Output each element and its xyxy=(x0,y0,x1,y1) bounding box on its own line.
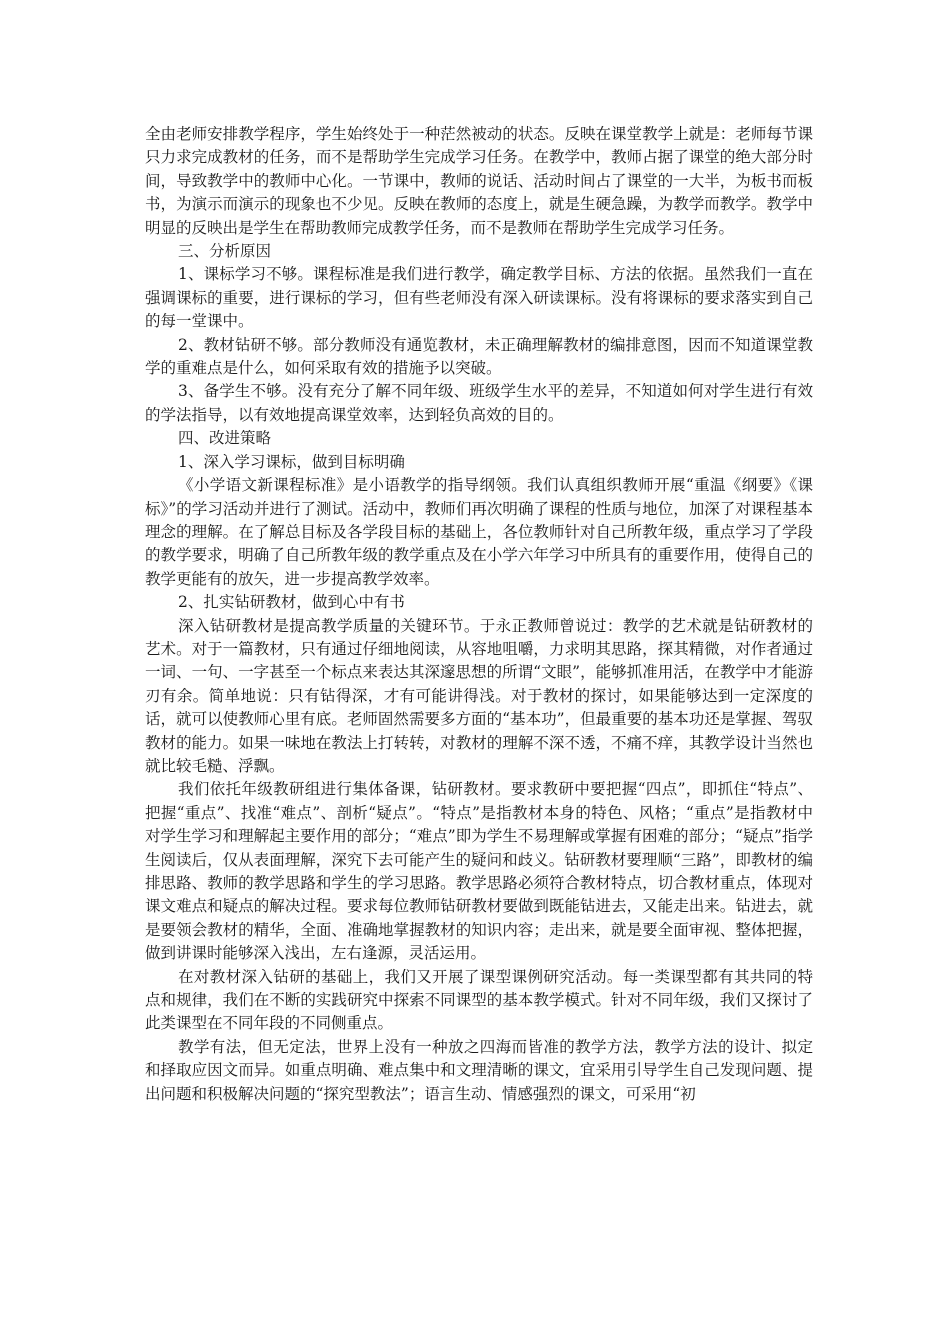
subsection-heading: 1、深入学习课标，做到目标明确 xyxy=(178,452,405,471)
body-paragraph: 全由老师安排教学程序，学生始终处于一种茫然被动的状态。反映在课堂教学上就是：老师每节课只力求完成教材的任务，而不是帮助学生完成学习任务。在教学中，教师占据了课堂的绝大部分时间，导致教学中的教师中心化。一节课中，教师的说话、活动时间占了课堂的一大半，为板书而板书，为演示而演示的现象也不少见。反映在教师的态度上，就是生硬急躁，为教学而教学。教学中明显的反映出是学生在帮助教师完成教学任务，而不是教师在帮助学生完成学习任务。 xyxy=(145,125,813,237)
body-paragraph: 3、备学生不够。没有充分了解不同年级、班级学生水平的差异，不知道如何对学生进行有效的学法指导，以有效地提高课堂效率，达到轻负高效的目的。 xyxy=(145,382,813,424)
section-heading: 四、改进策略 xyxy=(178,429,272,448)
section-heading: 三、分析原因 xyxy=(178,242,272,261)
subsection-heading: 2、扎实钻研教材，做到心中有书 xyxy=(178,593,405,612)
body-paragraph: 深入钻研教材是提高教学质量的关键环节。于永正教师曾说过：教学的艺术就是钻研教材的艺术。对于一篇教材，只有通过仔细地阅读，从容地咀嚼，力求明其思路，探其精微，对作者通过一词、一句、一字甚至一个标点来表达其深邃思想的所谓“文眼”，能够抓准用活，在教学中才能游刃有余。简单地说：只有钻得深，才有可能讲得浅。对于教材的探讨，如果能够达到一定深度的话，就可以使教师心里有底。老师固然需要多方面的“基本功”，但最重要的基本功还是掌握、驾驭教材的能力。如果一味地在教法上打转转，对教材的理解不深不透，不痛不痒，其教学设计当然也就比较毛糙、浮飘。 xyxy=(145,616,813,775)
body-paragraph: 《小学语文新课程标准》是小语教学的指导纲领。我们认真组织教师开展“重温《纲要》《课标》”的学习活动并进行了测试。活动中，教师们再次明确了课程的性质与地位，加深了对课程基本理念的理解。在了解总目标及各学段目标的基础上，各位教师针对自己所教年级，重点学习了学段的教学要求，明确了自己所教年级的教学重点及在小学六年学习中所具有的重要作用，使得自己的教学更能有的放矢，进一步提高教学效率。 xyxy=(145,476,813,588)
body-paragraph: 教学有法，但无定法，世界上没有一种放之四海而皆准的教学方法，教学方法的设计、拟定和择取应因文而异。如重点明确、难点集中和文理清晰的课文，宜采用引导学生自己发现问题、提出问题和积极解决问题的“探究型教法”；语言生动、情感强烈的课文，可采用“初 xyxy=(145,1037,813,1103)
body-paragraph: 1、课标学习不够。课程标准是我们进行教学，确定教学目标、方法的依据。虽然我们一直在强调课标的重要，进行课标的学习，但有些老师没有深入研读课标。没有将课标的要求落实到自己的每一堂课中。 xyxy=(145,265,813,331)
body-paragraph: 在对教材深入钻研的基础上，我们又开展了课型课例研究活动。每一类课型都有其共同的特点和规律，我们在不断的实践研究中探索不同课型的基本教学模式。针对不同年级，我们又探讨了此类课型在不同年段的不同侧重点。 xyxy=(145,967,813,1033)
document-page xyxy=(145,123,813,1106)
body-paragraph: 我们依托年级教研组进行集体备课，钻研教材。要求教研中要把握“四点”，即抓住“特点”、把握“重点”、找准“难点”、剖析“疑点”。“特点”是指教材本身的特色、风格；“重点”是指教材中对学生学习和理解起主要作用的部分；“难点”即为学生不易理解或掌握有困难的部分；“疑点”指学生阅读后，仅从表面理解，深究下去可能产生的疑问和歧义。钻研教材要理顺“三路”，即教材的编排思路、教师的教学思路和学生的学习思路。教学思路必须符合教材特点，切合教材重点，体现对课文难点和疑点的解决过程。要求每位教师钻研教材要做到既能钻进去，又能走出来。钻进去，就是要领会教材的精华，全面、准确地掌握教材的知识内容；走出来，就是要全面审视、整体把握，做到讲课时能够深入浅出，左右逢源，灵活运用。 xyxy=(145,780,813,963)
body-paragraph: 2、教材钻研不够。部分教师没有通览教材，未正确理解教材的编排意图，因而不知道课堂教学的重难点是什么，如何采取有效的措施予以突破。 xyxy=(145,335,813,378)
